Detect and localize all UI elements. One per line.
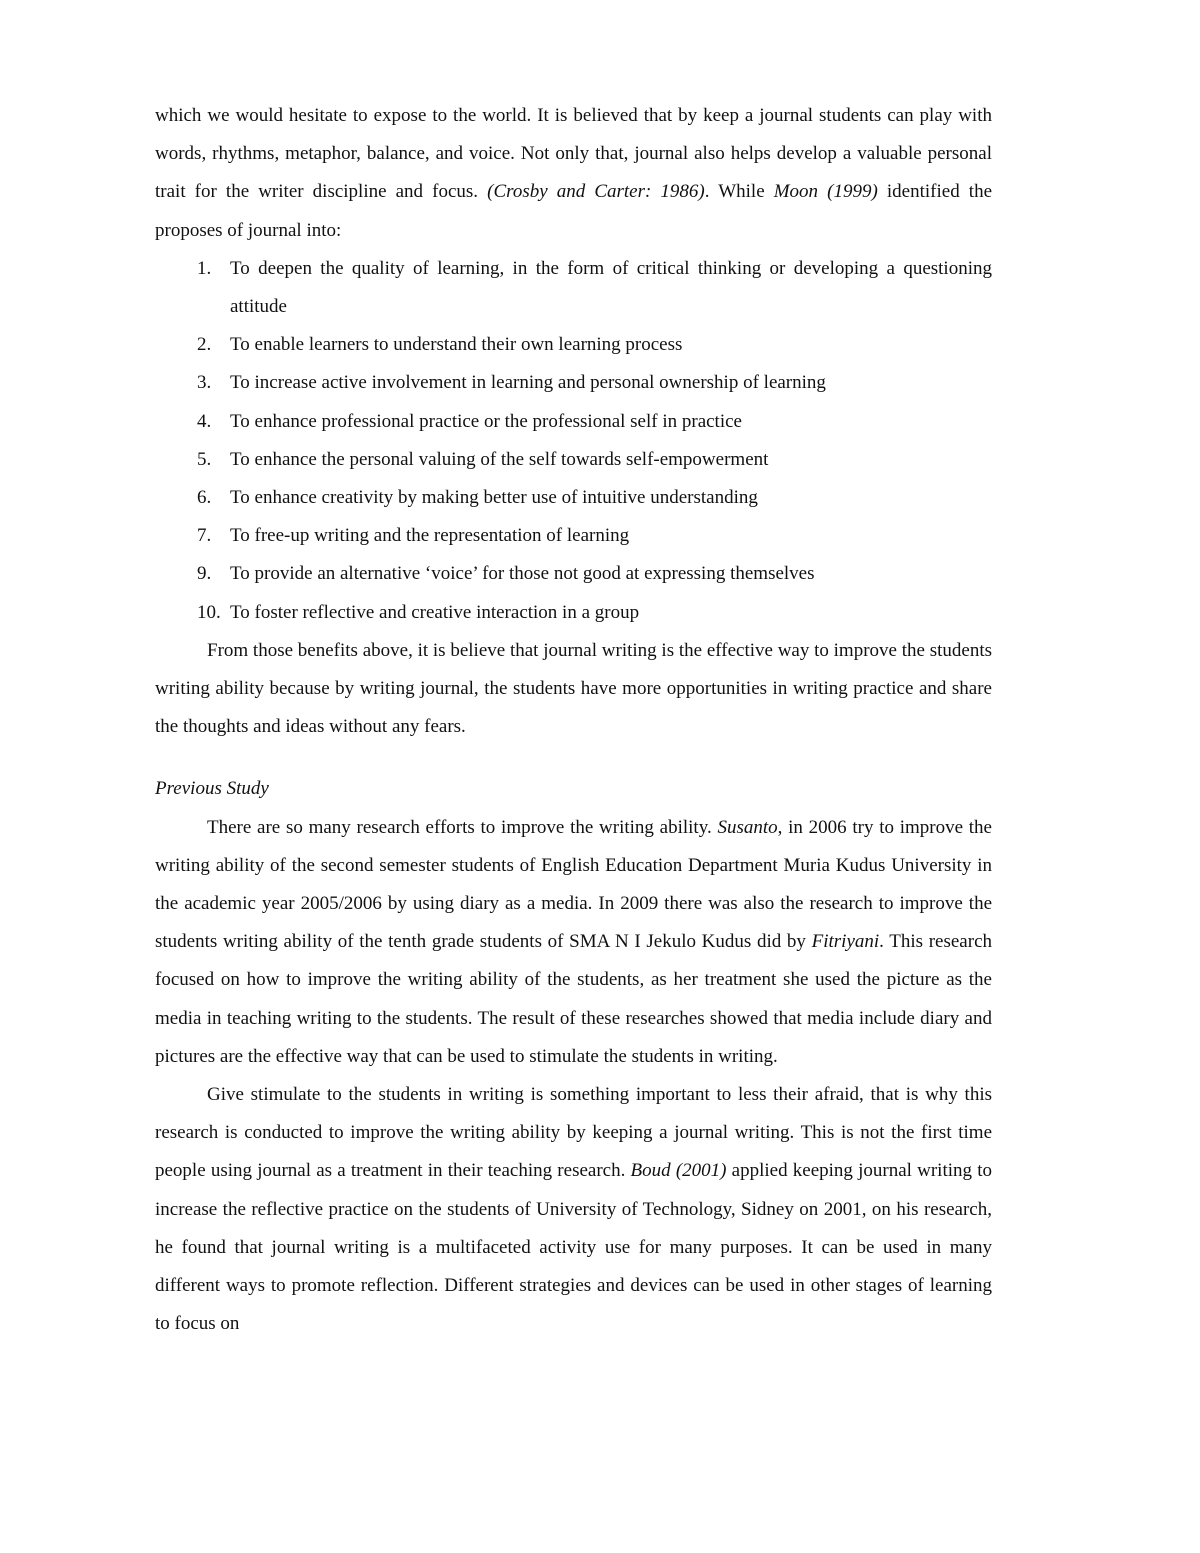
list-number: 1. — [197, 257, 212, 279]
list-item — [155, 479, 992, 517]
citation-boud: Boud (2001) — [630, 1160, 727, 1182]
list-text: To enhance the personal valuing of the self towards self-empowerment — [230, 448, 769, 470]
text: There are so many research efforts to improve the writing ability. — [207, 816, 718, 838]
section-heading-previous-study: Previous Study — [155, 778, 269, 800]
list-text: To enable learners to understand their own learning process — [230, 334, 683, 356]
list-number: 5. — [197, 448, 212, 470]
document-page — [155, 97, 992, 1344]
text: Give stimulate to the students in writing is something important to less their afraid, that is why this research is conducted to improve the writing ability by keeping a journal writing. This is not the first time people using journal as a treatment in their teaching research. — [155, 1084, 992, 1182]
list-item — [155, 441, 992, 479]
list-number: 9. — [197, 563, 212, 585]
text: applied keeping journal writing to increase the reflective practice on the students of University of Technology, Sidney on 2001, on his research, he found that journal writing is a multifaceted activity use for many purposes. It can be used in many different ways to promote reflection. Different strategies and devices can be used in other stages of learning to focus on — [155, 1160, 992, 1335]
list-item — [155, 326, 992, 364]
list-item — [155, 517, 992, 555]
text: . While — [704, 181, 774, 203]
citation-crosby-carter: (Crosby and Carter: 1986) — [487, 181, 705, 203]
list-number: 6. — [197, 487, 212, 509]
list-number: 4. — [197, 410, 212, 432]
list-number: 2. — [197, 334, 212, 356]
list-text: To enhance creativity by making better use of intuitive understanding — [230, 487, 758, 509]
text: . This research focused on how to improve the writing ability of the students, as her treatment she used the picture as the media in teaching writing to the students. The result of these researches showed that media include diary and pictures are the effective way that can be used to stimulate the students in writing. — [155, 931, 992, 1067]
list-text: To foster reflective and creative interaction in a group — [230, 601, 640, 623]
paragraph-journal-benefits — [155, 97, 992, 250]
list-text: To free-up writing and the representation of learning — [230, 525, 630, 547]
list-number: 7. — [197, 525, 212, 547]
text: , in 2006 try to improve the writing ability of the second semester students of English Education Department Muria Kudus University in the academic year 2005/2006 by using diary as a media. In 2009 there was also the research to improve the students writing ability of the tenth grade students of SMA N I Jekulo Kudus did by — [155, 816, 992, 953]
text: which we would hesitate to expose to the world. It is believed that by keep a journal students can play with words, rhythms, metaphor, balance, and voice. Not only that, journal also helps develop a valuable personal trait for the writer discipline and focus. — [155, 105, 992, 203]
list-number: 10. — [197, 601, 221, 623]
list-item — [155, 594, 992, 632]
list-text: To enhance professional practice or the professional self in practice — [230, 410, 742, 432]
list-text: To provide an alternative ‘voice’ for those not good at expressing themselves — [230, 563, 815, 585]
paragraph-previous-research — [155, 809, 992, 1076]
author-fitriyani: Fitriyani — [811, 931, 880, 953]
journal-purposes-list — [155, 250, 992, 632]
list-item — [155, 364, 992, 402]
text: identified the proposes of journal into: — [155, 181, 992, 241]
author-susanto: Susanto — [717, 816, 778, 838]
paragraph-conclusion: From those benefits above, it is believe that journal writing is the effective way to improve the students writing ability because by writing journal, the students have more opportunities in writing practice and share the thoughts and ideas without any fears. — [155, 639, 992, 738]
list-text: To increase active involvement in learning and personal ownership of learning — [230, 372, 826, 394]
citation-moon: Moon (1999) — [773, 181, 878, 203]
list-item — [155, 555, 992, 593]
paragraph-research-rationale — [155, 1076, 992, 1343]
list-item — [155, 403, 992, 441]
list-number: 3. — [197, 372, 212, 394]
list-text: To deepen the quality of learning, in the form of critical thinking or developing a questioning attitude — [230, 257, 992, 318]
list-item — [155, 250, 992, 326]
